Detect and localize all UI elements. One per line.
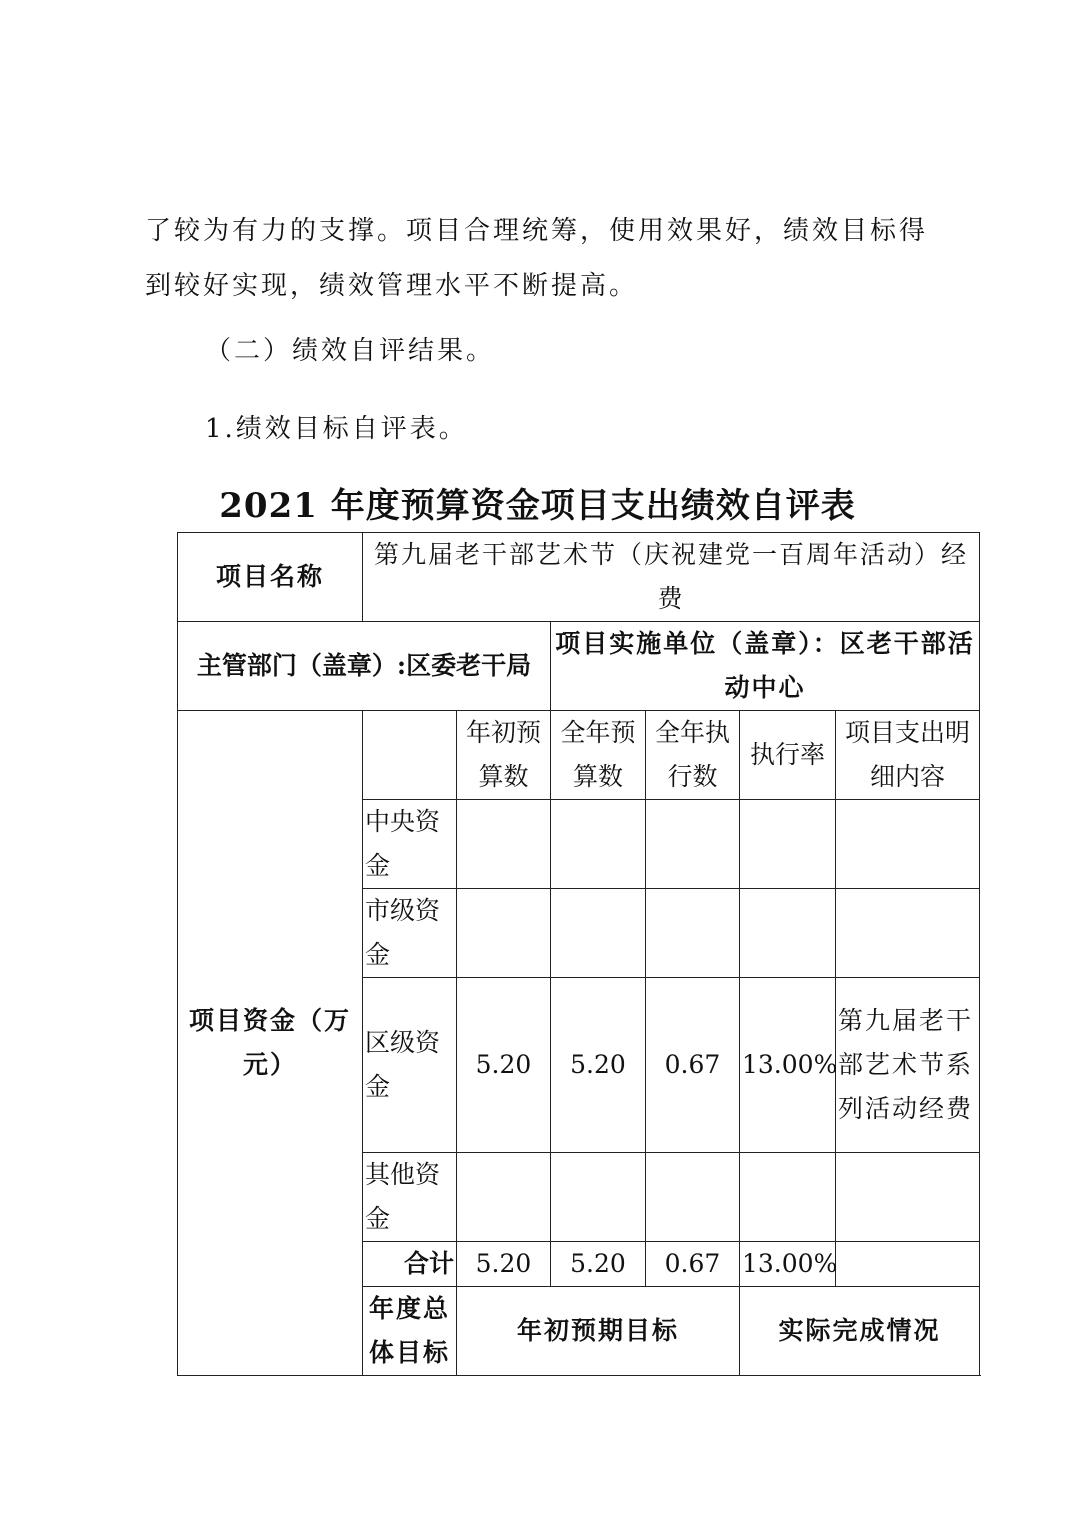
- header-annual-budget: 全年预算数: [551, 711, 646, 800]
- executed-value: 0.67: [646, 978, 740, 1153]
- total-execution-rate: 13.00%: [740, 1242, 836, 1287]
- project-name-value: 第九届老干部艺术节（庆祝建党一百周年活动）经费: [363, 533, 980, 622]
- annual-goal-label: 年度总体目标: [363, 1287, 457, 1376]
- table-title: 2021 年度预算资金项目支出绩效自评表: [219, 486, 856, 526]
- header-initial-budget: 年初预算数: [457, 711, 551, 800]
- header-blank-cell: [363, 711, 457, 800]
- total-executed: 0.67: [646, 1242, 740, 1287]
- annual-budget-value: [551, 800, 646, 889]
- total-label: 合计: [363, 1242, 457, 1287]
- project-funds-label: 项目资金（万元）: [178, 711, 363, 1376]
- expenditure-detail-value: [836, 1153, 980, 1242]
- executed-value: [646, 800, 740, 889]
- initial-budget-value: [457, 800, 551, 889]
- expenditure-detail-value: 第九届老干部艺术节系列活动经费: [836, 978, 980, 1153]
- fund-source-name: 中央资金: [363, 800, 457, 889]
- expected-goal-header: 年初预期目标: [457, 1287, 740, 1376]
- expenditure-detail-value: [836, 889, 980, 978]
- body-paragraph-line-2: 到较好实现，绩效管理水平不断提高。: [145, 271, 639, 301]
- expenditure-detail-value: [836, 800, 980, 889]
- header-executed: 全年执行数: [646, 711, 740, 800]
- header-expenditure-detail: 项目支出明细内容: [836, 711, 980, 800]
- fund-source-name: 其他资金: [363, 1153, 457, 1242]
- annual-budget-value: [551, 1153, 646, 1242]
- initial-budget-value: [457, 1153, 551, 1242]
- executed-value: [646, 889, 740, 978]
- actual-completion-header: 实际完成情况: [740, 1287, 980, 1376]
- annual-budget-value: [551, 889, 646, 978]
- execution-rate-value: [740, 800, 836, 889]
- section-heading: （二）绩效自评结果。: [205, 336, 496, 366]
- project-name-label: 项目名称: [178, 533, 363, 622]
- fund-source-name: 市级资金: [363, 889, 457, 978]
- header-execution-rate: 执行率: [740, 711, 836, 800]
- supervising-department: 主管部门（盖章）:区委老干局: [178, 622, 551, 711]
- executed-value: [646, 1153, 740, 1242]
- execution-rate-value: [740, 1153, 836, 1242]
- execution-rate-value: [740, 889, 836, 978]
- total-detail: [836, 1242, 980, 1287]
- body-paragraph-line-1: 了较为有力的支撑。项目合理统筹，使用效果好，绩效目标得: [145, 216, 929, 246]
- subsection-heading: 1.绩效目标自评表。: [205, 414, 468, 444]
- initial-budget-value: 5.20: [457, 978, 551, 1153]
- funds-header-row: [178, 711, 980, 800]
- initial-budget-value: [457, 889, 551, 978]
- fund-source-name: 区级资金: [363, 978, 457, 1153]
- performance-evaluation-table: [177, 532, 980, 1376]
- execution-rate-value: 13.00%: [740, 978, 836, 1153]
- implementing-unit: 项目实施单位（盖章）：区老干部活动中心: [551, 622, 980, 711]
- total-initial-budget: 5.20: [457, 1242, 551, 1287]
- project-name-row: [178, 533, 980, 622]
- annual-budget-value: 5.20: [551, 978, 646, 1153]
- total-annual-budget: 5.20: [551, 1242, 646, 1287]
- department-row: [178, 622, 980, 711]
